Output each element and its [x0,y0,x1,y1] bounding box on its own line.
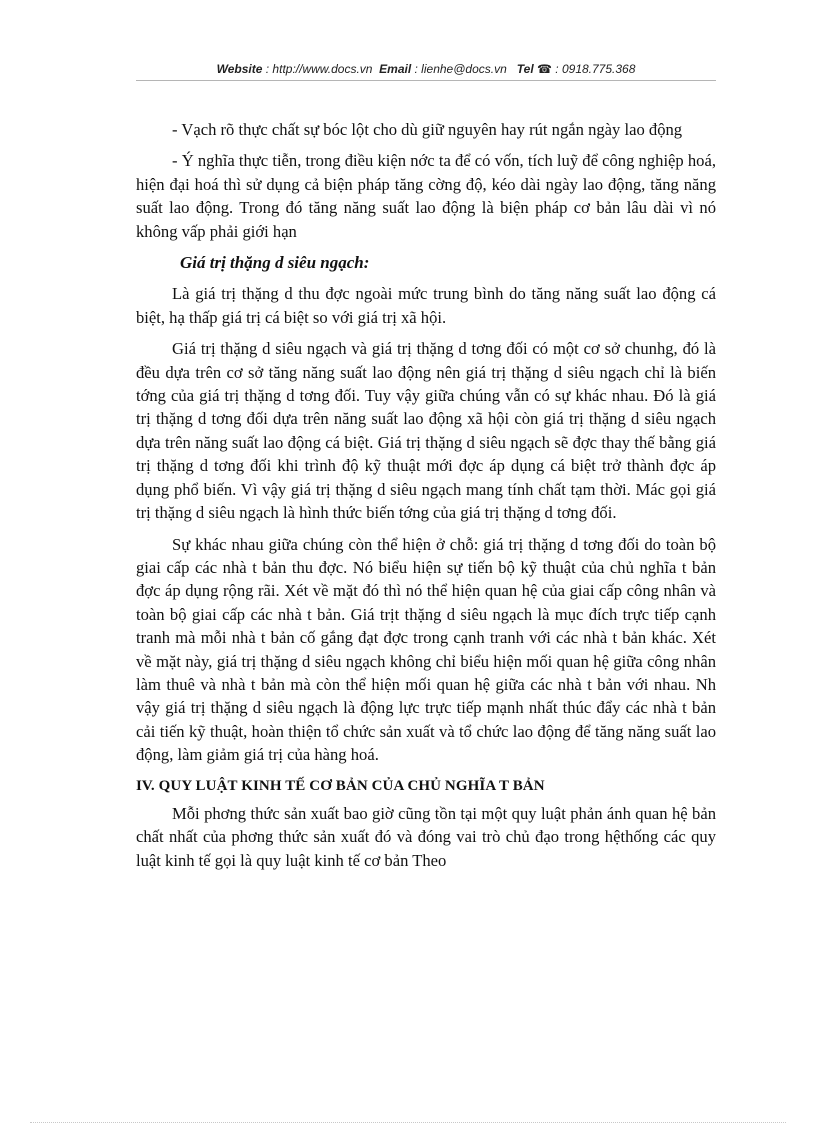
section-heading-surplus-value: Giá trị thặng d siêu ngạch: [180,253,370,273]
tel-value: ☎ : 0918.775.368 [537,62,636,76]
website-label: Website [216,62,263,76]
tel-label: Tel [516,62,534,76]
paragraph-1: - Vạch rõ thực chất sự bóc lột cho dù giữ nguyên hay rút ngắn ngày lao động [172,120,683,139]
email-label: Email [379,62,412,76]
paragraph-4: Giá trị thặng d siêu ngạch và giá trị thặng d tơng đối có một cơ sở chunhg, đó là đều dựa trên cơ sở tăng năng suất lao động nên giá trị thặng d siêu ngạch chỉ là biến tớng của giá trị thặng d tơng đối. Tuy vậy giữa chúng vẫn có sự khác nhau. Đó là giá trị thặng d tơng đối dựa trên năng suất lao động xã hội còn giá trị thặng d siêu ngạch dựa trên năng suất lao động cá biệt. Giá trị thặng d siêu ngạch sẽ đợc thay thế bằng giá trị thặng d tơng đối khi trình độ kỹ thuật mới đợc áp dụng cá biệt trở thành đợc áp dụng phổ biến. Vì vậy giá trị thặng d siêu ngạch mang tính chất tạm thời. Mác gọi giá trị thặng d siêu ngạch là hình thức biến tớng của giá trị thặng d tơng đối. [136,339,716,523]
website-value: : http://www.docs.vn [265,62,373,76]
paragraph-2: - Ý nghĩa thực tiễn, trong điều kiện nớc ta để có vốn, tích luỹ để công nghiệp hoá, hiện đại hoá thì sử dụng cả biện pháp tăng cờng độ, kéo dài ngày lao động, tăng năng suất lao động. Trong đó tăng năng suất lao động là biện pháp cơ bản lâu dài vì nó không vấp phải giới hạn [136,151,716,241]
page-header [136,62,716,76]
document-body [136,118,716,880]
paragraph-6: Mỗi phơng thức sản xuất bao giờ cũng tồn tại một quy luật phản ánh quan hệ bản chất nhất của phơng thức sản xuất đó và đóng vai trò chủ đạo trong hệthống các quy luật kinh tế gọi là quy luật kinh tế cơ bản Theo [136,803,716,870]
section-heading-iv: IV. QUY LUẬT KINH TẾ CƠ BẢN CỦA CHỦ NGHĨA T BẢN [136,777,545,794]
header-divider [136,80,716,81]
email-value: : lienhe@docs.vn [414,62,507,76]
paragraph-5: Sự khác nhau giữa chúng còn thể hiện ở chỗ: giá trị thặng d tơng đối do toàn bộ giai cấp các nhà t bản thu đợc. Nó biểu hiện sự tiến bộ kỹ thuật của chủ nghĩa t bản đợc áp dụng rộng rãi. Xét về mặt đó thì nó thể hiện quan hệ của giai cấp công nhân và toàn bộ giai cấp các nhà t bản. Giá trịt thặng d siêu ngạch là mục đích trực tiếp cạnh tranh mà mỗi nhà t bản cố gắng đạt đợc trong cạnh tranh với các nhà t bản khác. Xét về mặt này, giá trị thặng d siêu ngạch không chỉ biểu hiện mối quan hệ giữa công nhân làm thuê và nhà t bản mà còn thể hiện mối quan hệ giữa các nhà t bản với nhau. Nh vậy giá trị thặng d siêu ngạch là động lực trực tiếp mạnh nhất thúc đẩy các nhà t bản cải tiến kỹ thuật, hoàn thiện tổ chức sản xuất và tổ chức lao động để tăng năng suất lao động, làm giảm giá trị của hàng hoá. [136,534,716,765]
paragraph-3: Là giá trị thặng d thu đợc ngoài mức trung bình do tăng năng suất lao động cá biệt, hạ thấp giá trị cá biệt so với giá trị xã hội. [136,284,716,327]
